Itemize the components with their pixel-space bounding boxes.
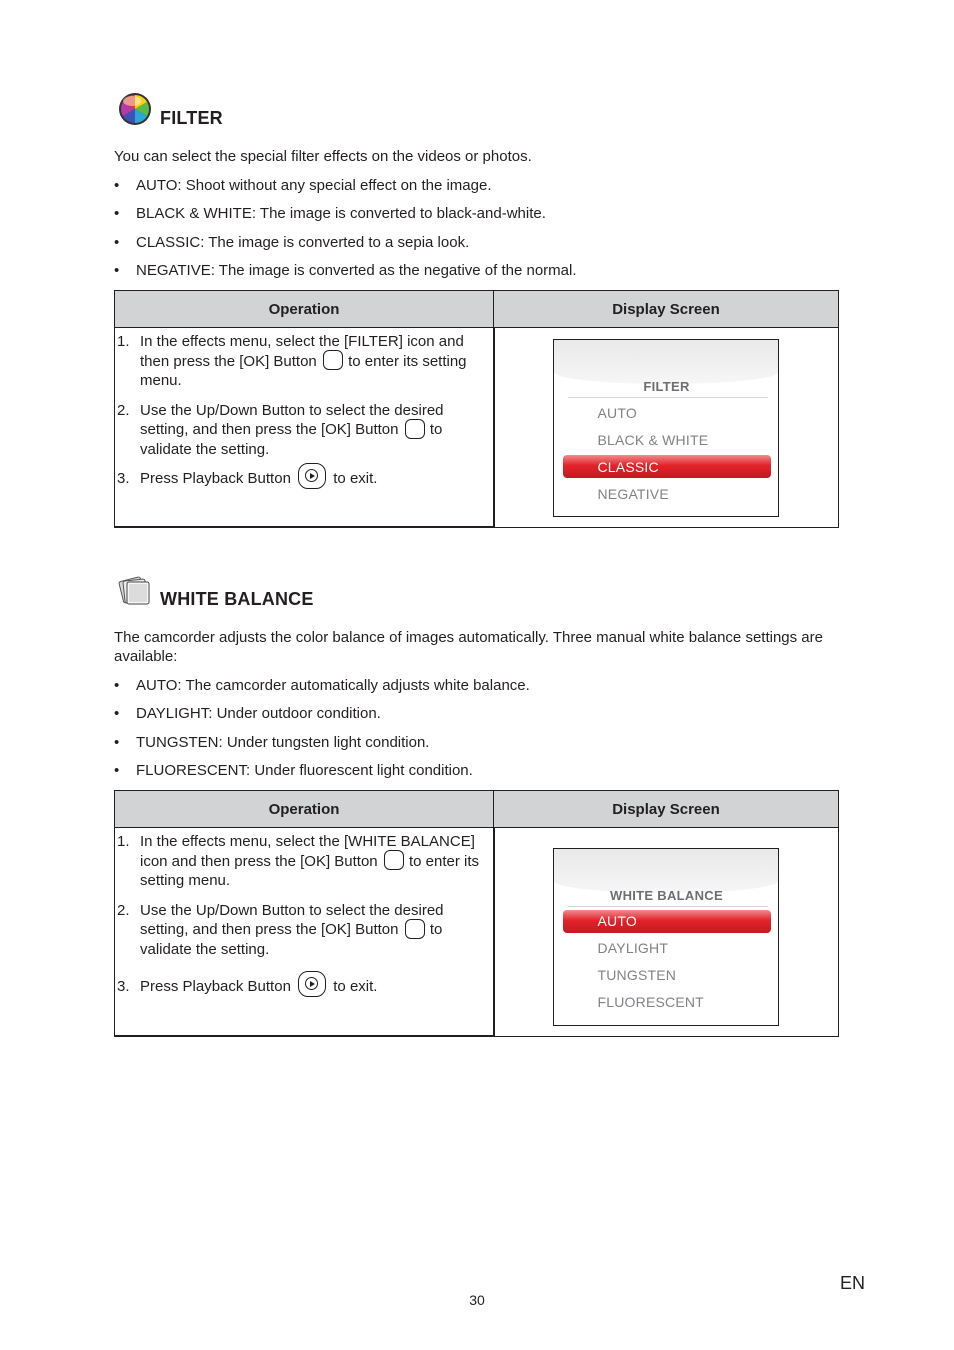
ok-button-icon bbox=[405, 419, 425, 439]
step-item bbox=[117, 469, 489, 489]
table-row bbox=[115, 828, 839, 1037]
menu-option-auto[interactable]: AUTO bbox=[597, 913, 637, 929]
color-wheel-icon bbox=[118, 92, 152, 126]
option-list bbox=[114, 676, 838, 781]
filter-operation-table bbox=[114, 290, 839, 528]
menu-header-band bbox=[554, 849, 778, 893]
filter-section bbox=[114, 92, 838, 280]
page-number: 30 bbox=[469, 1292, 485, 1308]
step-text: In the effects menu, select the [FILTER] icon and then press the [OK] Button bbox=[140, 333, 464, 370]
menu-option-negative[interactable]: NEGATIVE bbox=[597, 486, 669, 502]
selection-highlight bbox=[563, 455, 771, 478]
playback-button-icon bbox=[298, 971, 326, 997]
language-label: EN bbox=[840, 1273, 866, 1293]
white-balance-operation-table bbox=[114, 790, 839, 1037]
step-number: 1. bbox=[117, 333, 130, 350]
step-number: 3. bbox=[117, 978, 130, 995]
list-item: • CLASSIC: The image is converted to a sepia look. bbox=[114, 233, 838, 252]
step-number: 1. bbox=[117, 833, 130, 850]
menu-option-tungsten[interactable]: TUNGSTEN bbox=[597, 967, 677, 983]
menu-option-black-white[interactable]: BLACK & WHITE bbox=[597, 432, 709, 448]
operation-column-header: Operation bbox=[115, 791, 494, 828]
display-cell bbox=[494, 328, 839, 528]
step-text: to exit. bbox=[333, 470, 378, 487]
step-number: 2. bbox=[117, 401, 130, 419]
ok-button-icon bbox=[384, 850, 404, 870]
table-row bbox=[115, 328, 839, 528]
menu-option-daylight[interactable]: DAYLIGHT bbox=[597, 940, 669, 956]
step-text: to exit. bbox=[333, 978, 378, 995]
ok-button-icon bbox=[323, 350, 343, 370]
table-header-row bbox=[115, 291, 839, 328]
menu-title: FILTER bbox=[643, 379, 690, 394]
list-item: • DAYLIGHT: Under outdoor condition. bbox=[114, 704, 838, 723]
playback-button-icon bbox=[298, 463, 326, 489]
step-item bbox=[117, 832, 489, 891]
section-intro: The camcorder adjusts the color balance of images automatically. Three manual white balance settings are available: bbox=[114, 629, 823, 665]
menu-header-band bbox=[554, 340, 778, 384]
step-item bbox=[117, 901, 489, 960]
step-text: to validate the setting. bbox=[140, 421, 443, 458]
list-item: • TUNGSTEN: Under tungsten light condition. bbox=[114, 733, 838, 752]
option-list bbox=[114, 176, 838, 281]
operation-cell bbox=[115, 828, 494, 1037]
step-text: Use the Up/Down Button to select the desired setting, and then press the [OK] Button bbox=[140, 401, 444, 438]
menu-title: WHITE BALANCE bbox=[610, 888, 723, 903]
ok-button-icon bbox=[405, 919, 425, 939]
section-title: FILTER bbox=[160, 108, 223, 128]
menu-option-classic[interactable]: CLASSIC bbox=[597, 459, 659, 475]
section-intro: You can select the special filter effects on the videos or photos. bbox=[114, 148, 532, 165]
list-item: • AUTO: The camcorder automatically adjusts white balance. bbox=[114, 676, 838, 695]
section-title: WHITE BALANCE bbox=[160, 589, 314, 609]
white-balance-heading bbox=[114, 573, 838, 613]
operation-column-header: Operation bbox=[115, 291, 494, 328]
list-item: • AUTO: Shoot without any special effect on the image. bbox=[114, 176, 838, 195]
table-header-row bbox=[115, 791, 839, 828]
step-item bbox=[117, 401, 489, 460]
step-list bbox=[115, 828, 493, 997]
operation-cell bbox=[115, 328, 494, 528]
menu-option-auto[interactable]: AUTO bbox=[597, 405, 637, 421]
step-text: to enter its setting menu. bbox=[140, 852, 480, 889]
display-column-header: Display Screen bbox=[494, 791, 839, 828]
step-text: to validate the setting. bbox=[140, 921, 443, 958]
photo-stack-icon bbox=[118, 573, 152, 607]
filter-heading bbox=[114, 92, 838, 132]
list-item: • FLUORESCENT: Under fluorescent light condition. bbox=[114, 761, 838, 780]
display-cell bbox=[494, 828, 839, 1037]
step-number: 2. bbox=[117, 901, 130, 919]
step-text: Use the Up/Down Button to select the desired setting, and then press the [OK] Button bbox=[140, 901, 444, 938]
display-column-header: Display Screen bbox=[494, 291, 839, 328]
white-balance-menu-screen bbox=[553, 848, 779, 1026]
step-list bbox=[115, 328, 493, 489]
step-text: Press Playback Button bbox=[140, 978, 291, 995]
list-item: • BLACK & WHITE: The image is converted to black-and-white. bbox=[114, 204, 838, 223]
step-text: to enter its setting menu. bbox=[140, 352, 467, 389]
step-item bbox=[117, 977, 489, 997]
step-item bbox=[117, 332, 489, 391]
filter-menu-screen bbox=[553, 339, 779, 517]
menu-divider bbox=[568, 397, 768, 398]
step-text: Press Playback Button bbox=[140, 470, 291, 487]
white-balance-section bbox=[114, 573, 838, 780]
menu-option-fluorescent[interactable]: FLUORESCENT bbox=[597, 994, 704, 1010]
step-text: In the effects menu, select the [WHITE BALANCE] icon and then press the [OK] Button bbox=[140, 833, 475, 870]
step-number: 3. bbox=[117, 470, 130, 487]
selection-highlight bbox=[563, 910, 771, 933]
menu-divider bbox=[568, 906, 768, 907]
list-item: • NEGATIVE: The image is converted as the negative of the normal. bbox=[114, 261, 838, 280]
